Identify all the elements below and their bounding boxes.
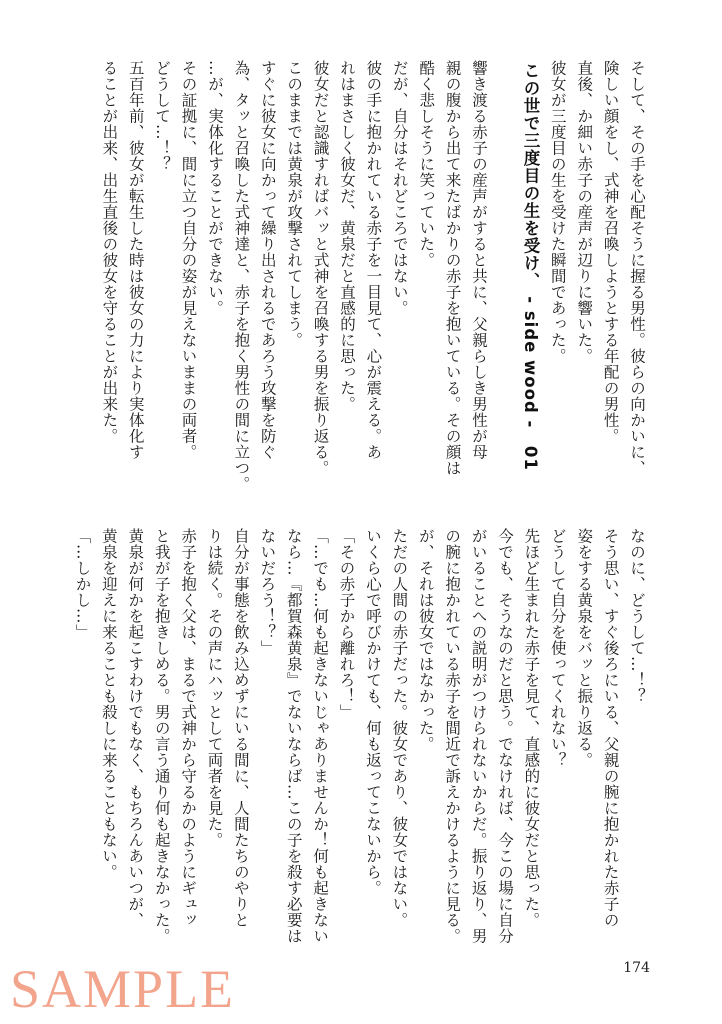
text-line: どうして…！？ (153, 60, 172, 172)
text-line: すぐに彼女に向かって繰り出されるであろう攻撃を防ぐ (258, 60, 277, 460)
text-line: ることが出来、出生直後の彼女を守ることが出来た。 (100, 60, 119, 444)
text-line: 直後、か細い赤子の産声が辺りに響いた。 (575, 60, 594, 364)
text-line: りは続く。その声にハッとして両者を見た。 (205, 528, 224, 848)
text-line: このままでは黄泉が攻撃されてしまう。 (285, 60, 304, 348)
text-line: 黄泉を迎えに来ることも殺しに来ることもない。 (99, 528, 118, 880)
text-line: 五百年前、彼女が転生した時は彼女の力により実体化す (126, 60, 145, 460)
text-line: が、それは彼女ではなかった。 (416, 528, 435, 752)
text-line: 自分が事態を飲み込めずにいる間に、人間たちのやりと (231, 528, 250, 928)
text-line: 赤子を抱く父は、まるで式神から守るかのようにギュッ (179, 528, 198, 928)
bottom-text-block (40, 528, 650, 948)
text-line: と我が子を抱きしめる。男の言う通り何も起きなかった。 (152, 528, 171, 944)
text-line: 今でも、そうなのだと思う。でなければ、今この場に自分 (495, 528, 514, 944)
text-line: その証拠に、間に立つ自分の姿が見えないままの両者。 (179, 60, 198, 460)
text-line: がいることへの説明がつけられないからだ。振り返り、男 (469, 528, 488, 944)
text-line: 険しい顔をし、式神を召喚しようとする年配の男性。 (601, 60, 620, 444)
page-number: 174 (623, 960, 650, 976)
text-line: だが、自分はそれどころではない。 (390, 60, 409, 316)
text-line: そう思い、すぐ後ろにいる、父親の腕に抱かれた赤子の (601, 528, 620, 928)
text-line: そして、その手を心配そうに握る男性。彼らの向かいに、 (628, 60, 646, 476)
text-line: 為、タッと召喚した式神達と、赤子を抱く男性の間に立つ。 (232, 60, 251, 492)
text-line: 酷く悲しそうに笑っていた。 (417, 60, 436, 268)
text-line: ないだろう！？」 (258, 528, 277, 656)
text-line: 響き渡る赤子の産声がすると共に、父親らしき男性が母 (470, 60, 488, 460)
sample-watermark: SAMPLE (10, 959, 236, 1019)
text-line: 親の腹から出て来たばかりの赤子を抱いている。その顔は (443, 60, 462, 476)
text-line: 「その赤子から離れろ！」 (337, 528, 356, 720)
text-line: どうして自分を使ってくれない？ (548, 528, 567, 768)
text-line: 彼女が三度目の生を受けた瞬間であった。 (548, 60, 567, 364)
text-line: 黄泉が何かを起こすわけでもなく、もちろんあいつが、 (126, 528, 145, 928)
text-line: …が、実体化することができない。 (205, 60, 224, 316)
text-line: れはまさしく彼女だ、黄泉だと直感的に思った。 (337, 60, 356, 412)
text-line: の腕に抱かれている赤子を間近で訴えかけるように見る。 (443, 528, 462, 944)
text-line: いくら心で呼びかけても、何も返ってこないから。 (363, 528, 382, 896)
text-line: なら…『都賀森黄泉』でないならば…この子を殺す必要は (284, 528, 303, 944)
chapter-title: この世で三度目の生を受け、 - side wood - 01 (521, 62, 540, 471)
text-line: 彼女だと認識すればバッと式神を召喚する男を振り返る。 (311, 60, 330, 476)
text-line: 「…しかし…」 (73, 528, 92, 640)
top-left-text-block (52, 60, 492, 492)
text-line: 先ほど生まれた赤子を見て、直感的に彼女だと思った。 (522, 528, 541, 928)
text-line: 「…でも…何も起きないじゃありませんか！何も起きない (311, 528, 330, 944)
text-line: 彼の手に抱かれている赤子を一目見て、心が震える。あ (364, 60, 383, 460)
text-line: なのに、どうして…！？ (628, 528, 646, 704)
text-line: 姿をする黄泉をバッと振り返る。 (575, 528, 594, 768)
text-line: ただの人間の赤子だった。彼女であり、彼女ではない。 (390, 528, 409, 928)
